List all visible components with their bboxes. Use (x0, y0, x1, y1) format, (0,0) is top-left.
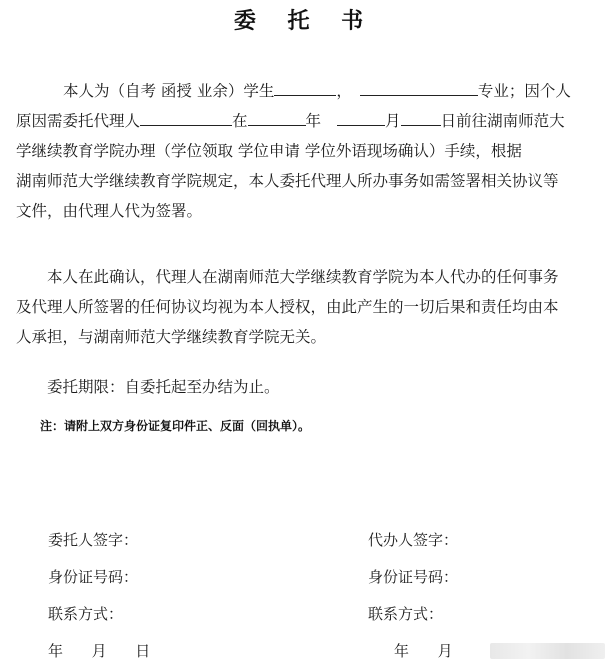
principal-contact-label: 联系方式： (48, 605, 124, 623)
agent-signature-label: 代办人签字： (368, 531, 459, 549)
para1-line5: 文件，由代理人代为签署。 (16, 202, 203, 220)
para2-line3: 人承担，与湖南师范大学继续教育学院无关。 (16, 328, 327, 346)
school-blank (274, 79, 336, 96)
principal-id-label: 身份证号码： (48, 568, 139, 586)
para1-line2: 原因需委托代理人 在 年 月 日前往湖南师范大 (16, 106, 606, 136)
year-blank (248, 109, 306, 126)
para1-line1: 本人为（自考 函授 业余）学生 ， 专业；因个人 (16, 76, 606, 106)
agent-name-blank (140, 109, 232, 126)
para1-line3: 学继续教育学院办理（学位领取 学位申请 学位外语现场确认）手续，根据 (16, 142, 522, 160)
month-blank (337, 109, 385, 126)
paragraph-term: 委托期限：自委托起至办结为止。 (47, 378, 280, 396)
blurred-watermark (490, 643, 605, 659)
paragraph-confirmation (16, 262, 606, 352)
agent-date-label: 年 月 (394, 642, 453, 660)
principal-signature-label: 委托人签字： (48, 531, 139, 549)
agent-contact-label: 联系方式： (368, 605, 444, 623)
para2-line1: 本人在此确认，代理人在湖南师范大学继续教育学院为本人代办的任何事务 (47, 268, 559, 286)
attachment-note: 注：请附上双方身份证复印件正、反面（回执单）。 (40, 419, 311, 433)
day-blank (401, 109, 441, 126)
major-blank (360, 79, 478, 96)
principal-date-label: 年 月 日 (48, 642, 151, 660)
agent-id-label: 身份证号码： (368, 568, 459, 586)
para1-line4: 湖南师范大学继续教育学院规定，本人委托代理人所办事务如需签署相关协议等 (16, 172, 559, 190)
paragraph-purpose (16, 76, 606, 226)
document-title: 委 托 书 (233, 8, 376, 34)
para2-line2: 及代理人所签署的任何协议均视为本人授权，由此产生的一切后果和责任均由本 (16, 298, 559, 316)
